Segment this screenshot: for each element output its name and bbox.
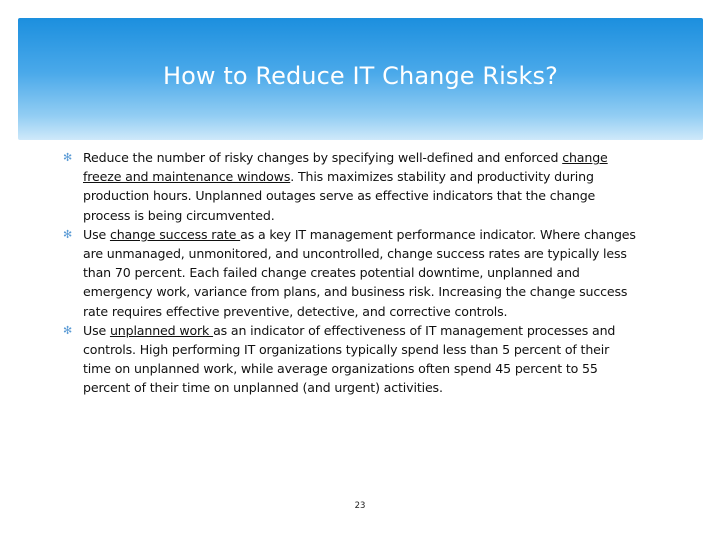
bullet-text-prefix: Use <box>83 226 110 242</box>
asterisk-bullet-icon: ✻ <box>63 323 73 337</box>
change-freeze-link[interactable]: change freeze and maintenance windows <box>83 150 608 185</box>
change-success-rate-link[interactable]: change success rate <box>109 226 241 242</box>
bullet-text-prefix: Reduce the number of risky changes by specifying well-defined and enforced <box>83 150 563 165</box>
asterisk-bullet-icon: ✻ <box>63 151 73 164</box>
bullet-item-change-freeze <box>60 148 640 225</box>
bullet-text-suffix: . This maximizes stability and productivity during production hours. Unplanned outages serve as effective indicators that the change process is being circumvented. <box>83 169 596 223</box>
bullet-text-suffix: as an indicator of effectiveness of IT management processes and controls. High performing IT organizations typically spend less than 5 percent of their time on unplanned work, while average organizations often spend 45 percent to 55 percent of their time on unplanned (and urgent) activities. <box>83 322 616 396</box>
page-number: 23 <box>354 501 366 511</box>
bullet-item-change-success-rate <box>60 225 640 321</box>
bullet-list <box>60 148 640 398</box>
bullet-item-unplanned-work <box>60 321 640 398</box>
unplanned-work-link[interactable]: unplanned work <box>109 322 214 338</box>
bullet-text-suffix: as a key IT management performance indicator. Where changes are unmanaged, unmonitored, and uncontrolled, change success rates are typically less than 70 percent. Each failed change creates potential downtime, unplanned and emergency work, variance from plans, and business risk. Increasing the change success rate requires effective preventive, detective, and corrective controls. <box>83 226 636 319</box>
slide-title: How to Reduce IT Change Risks? <box>163 62 558 90</box>
bullet-text-prefix: Use <box>83 322 110 338</box>
asterisk-bullet-icon: ✻ <box>63 227 73 241</box>
